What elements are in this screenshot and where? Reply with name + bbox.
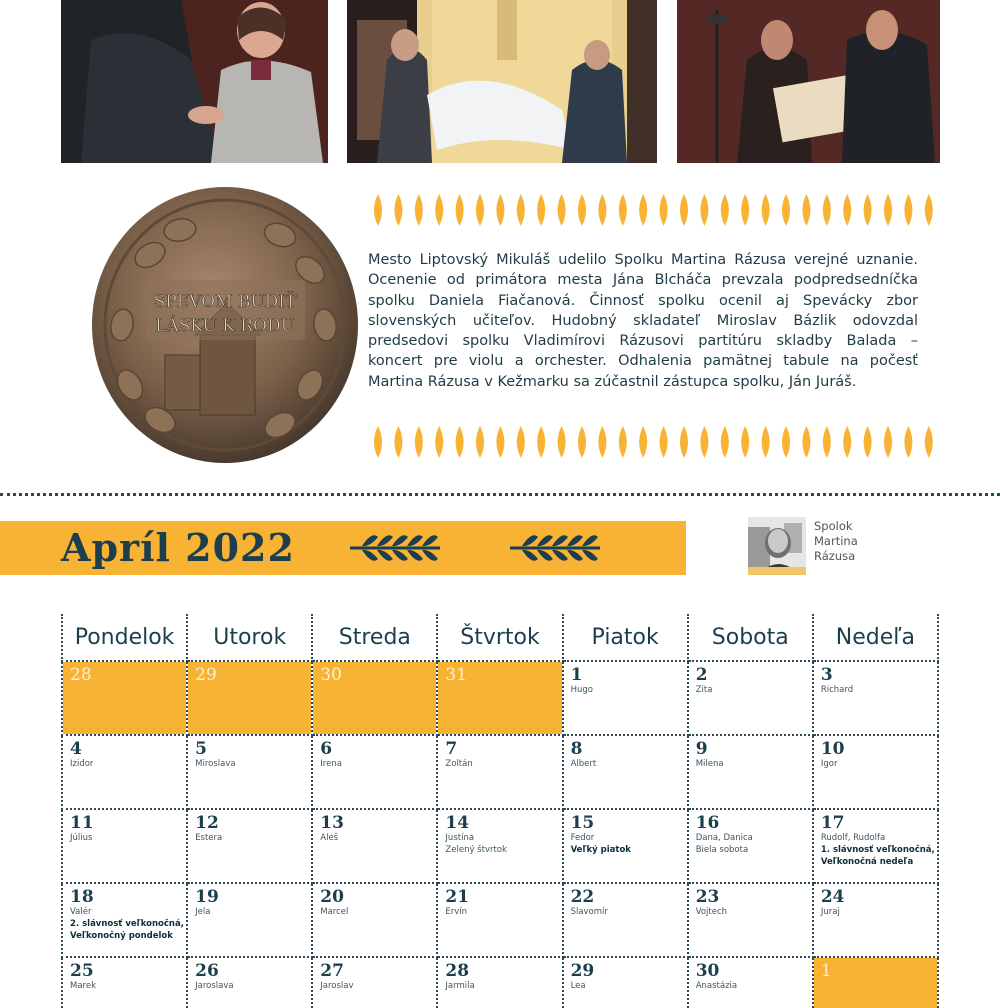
nameday-text: Estera [195,833,223,843]
medal-inscription-line1: SPEVOM BUDIŤ [153,292,297,312]
leaf-ornament [823,194,831,226]
leaf-ornament [639,194,647,226]
nameday-text: Dana, Danica Biela sobota [695,833,753,855]
calendar-day-cell [563,957,688,1008]
leaf-ornament [456,426,464,458]
leaf-ornament [904,426,912,458]
day-number: 26 [195,961,219,981]
calendar-day-cell [62,735,187,809]
leaf-ornament [456,194,464,226]
calendar-week-row [62,957,938,1008]
day-number: 7 [445,739,458,759]
day-number: 28 [70,665,92,685]
nameday-text: Zoltán [445,759,473,769]
day-number: 10 [820,739,845,759]
leaf-ornament [374,194,382,226]
wheat-ornament-icon [345,531,605,565]
decorative-leaf-border-top [368,190,940,230]
leaf-ornament [741,194,749,226]
leaf-ornament [578,194,586,226]
calendar-week-row [62,809,938,883]
caption-line: slovenských učiteľov. Hudobný skladateľ Miroslav Bázlik odovzdal [368,312,918,329]
leaf-ornament [762,426,770,458]
nameday-text: Lea [570,981,586,991]
caption-line: Martina Rázusa v Kežmarku sa zúčastnil zástupca spolku, Ján Juráš. [368,373,857,390]
nameday-text: Jaroslav [320,981,354,991]
calendar-day-cell [437,809,562,883]
caption-line: Ocenenie od primátora mesta Jána Blcháča prevzala podpredsedníčka [368,272,918,289]
leaf-ornament [782,426,790,458]
day-number: 30 [320,665,342,685]
day-number: 16 [695,813,720,833]
leaf-ornament [496,194,504,226]
calendar-day-cell [688,661,813,735]
leaf-ornament [721,194,729,226]
calendar-day-cell [312,957,437,1008]
leaf-ornament [537,426,545,458]
nameday-text: Rudolf, Rudolfa [820,833,886,843]
calendar-day-cell [688,957,813,1008]
nameday-text: Milena [695,759,724,769]
leaf-ornament [884,194,892,226]
caption-line: predsedovi spolku Vladimírovi Rázusovi partitúru skladby Balada – [368,333,918,350]
weekday-header: Streda [312,614,437,661]
nameday-text: Vojtech [695,907,728,917]
day-number: 23 [695,887,720,907]
caption-line: Mesto Liptovský Mikuláš udelilo Spolku Martina Rázusa verejné uznanie. [368,252,918,268]
day-number: 9 [695,739,708,759]
calendar-day-cell [563,809,688,883]
nameday-text: Irena [320,759,342,769]
medal-inscription-line2: LÁSKU K RODU [155,316,295,336]
calendar-day-cell-outside-month [437,661,562,735]
leaf-ornament [435,194,443,226]
calendar-day-cell [437,957,562,1008]
leaf-ornament [925,426,933,458]
weekday-header: Sobota [688,614,813,661]
month-calendar-grid [61,614,939,1008]
leaf-ornament [802,426,810,458]
photo-award-handshake [61,0,328,163]
calendar-day-cell [187,809,312,883]
leaf-ornament [843,194,851,226]
leaf-ornament [476,426,484,458]
organization-logo [748,517,888,575]
nameday-text: Fedor [570,833,595,843]
day-number: 15 [570,813,595,833]
nameday-text: Jela [195,907,211,917]
nameday-text: Aleš [320,833,339,843]
day-number: 13 [320,813,344,833]
leaf-ornament [415,194,423,226]
nameday-text: Richard [820,685,854,695]
calendar-day-cell [813,809,938,883]
photo-score-handover [677,0,940,163]
calendar-day-cell [688,735,813,809]
day-number: 21 [445,887,470,907]
leaf-ornament [884,426,892,458]
photo-caption-text [368,250,918,392]
weekday-header: Nedeľa [813,614,938,661]
nameday-text: Ervín [445,907,468,917]
portrait-logo-icon [748,517,806,575]
nameday-text: Hugo [570,685,593,695]
calendar-day-cell-outside-month [813,957,938,1008]
nameday-text: Slavomír [570,907,608,917]
day-number: 14 [445,813,470,833]
leaf-ornament [782,194,790,226]
leaf-ornament [680,426,688,458]
leaf-ornament [394,194,402,226]
weekday-header: Pondelok [62,614,187,661]
nameday-text: Jaroslava [195,981,234,991]
day-number: 4 [70,739,82,759]
day-number: 19 [195,887,219,907]
leaf-ornament [394,426,402,458]
nameday-text: Zita [695,685,713,695]
nameday-text: Anastázia [695,981,738,991]
leaf-ornament [517,194,525,226]
calendar-day-cell [312,883,437,957]
day-number: 20 [320,887,344,907]
calendar-week-row [62,883,938,957]
leaf-ornament [721,426,729,458]
calendar-day-cell [813,735,938,809]
nameday-text: Igor [820,759,838,769]
weekday-header: Štvrtok [437,614,562,661]
calendar-day-cell [563,661,688,735]
day-number: 18 [70,887,94,907]
day-number: 12 [195,813,219,833]
day-number: 31 [445,665,468,685]
holiday-text: 1. slávnosť veľkonočná, Veľkonočná nedeľa [820,845,935,867]
day-number: 6 [320,739,333,759]
leaf-ornament [496,426,504,458]
calendar-day-cell [187,957,312,1008]
calendar-day-cell [62,957,187,1008]
calendar-day-cell [813,661,938,735]
day-number: 3 [820,665,833,685]
calendar-week-row [62,735,938,809]
month-banner [0,521,686,575]
day-number: 17 [820,813,845,833]
weekday-header-row [62,614,938,661]
nameday-text: Marek [70,981,97,991]
day-number: 28 [445,961,470,981]
nameday-text: Július [70,833,93,843]
nameday-text: Miroslava [195,759,236,769]
caption-line: spolku Daniela Fiačanová. Činnosť spolku ocenil aj Spevácky zbor [368,292,918,309]
day-number: 25 [70,961,94,981]
leaf-ornament [619,426,627,458]
leaf-ornament [415,426,423,458]
photo-plaque-unveiling [347,0,657,163]
leaf-ornament [700,194,708,226]
day-number: 1 [820,961,832,981]
leaf-ornament [517,426,525,458]
leaf-ornament [374,426,382,458]
nameday-text: Valér [70,907,92,917]
leaf-ornament [435,426,443,458]
leaf-ornament [802,194,810,226]
day-number: 5 [195,739,207,759]
leaf-ornament [864,194,872,226]
calendar-day-cell [688,883,813,957]
calendar-day-cell [312,809,437,883]
leaf-ornament [660,194,668,226]
weekday-header: Utorok [187,614,312,661]
day-number: 27 [320,961,344,981]
nameday-text: Albert [570,759,597,769]
holiday-text: Veľký piatok [570,845,631,855]
calendar-day-cell-outside-month [62,661,187,735]
leaf-ornament [864,426,872,458]
leaf-ornament [823,426,831,458]
calendar-day-cell [563,735,688,809]
leaf-ornament [598,194,606,226]
leaf-ornament [660,426,668,458]
calendar-day-cell-outside-month [312,661,437,735]
leaf-ornament [680,194,688,226]
leaf-ornament [598,426,606,458]
calendar-day-cell [312,735,437,809]
day-number: 30 [695,961,720,981]
leaf-ornament [558,426,566,458]
leaf-ornament [578,426,586,458]
weekday-header: Piatok [563,614,688,661]
calendar-day-cell-outside-month [187,661,312,735]
section-divider [0,493,1000,496]
calendar-week-row [62,661,938,735]
day-number: 1 [570,665,583,685]
leaf-ornament [925,194,933,226]
leaf-ornament [558,194,566,226]
logo-text-line1: Spolok [814,519,853,533]
calendar-day-cell [62,883,187,957]
leaf-ornament [537,194,545,226]
logo-text-line3: Rázusa [814,549,856,563]
nameday-text: Marcel [320,907,349,917]
day-number: 29 [195,665,217,685]
nameday-text: Juraj [820,907,840,917]
day-number: 8 [570,739,583,759]
calendar-day-cell [563,883,688,957]
leaf-ornament [619,194,627,226]
leaf-ornament [741,426,749,458]
leaf-ornament [476,194,484,226]
day-number: 29 [570,961,595,981]
holiday-text: 2. slávnosť veľkonočná, Veľkonočný pondelok [70,919,184,941]
day-number: 11 [70,813,94,833]
calendar-day-cell [187,735,312,809]
day-number: 2 [695,665,708,685]
calendar-day-cell [437,735,562,809]
calendar-day-cell [187,883,312,957]
month-title: Apríl 2022 [61,525,295,570]
commemorative-medal-image [90,185,360,465]
calendar-day-cell [813,883,938,957]
nameday-text: Jarmila [445,981,475,991]
day-number: 24 [820,887,845,907]
decorative-leaf-border-bottom [368,422,940,462]
logo-text-line2: Martina [814,534,858,548]
calendar-day-cell [437,883,562,957]
day-number: 22 [570,887,595,907]
nameday-text: Justína Zelený štvrtok [445,833,507,855]
leaf-ornament [843,426,851,458]
leaf-ornament [904,194,912,226]
nameday-text: Izidor [70,759,94,769]
leaf-ornament [700,426,708,458]
caption-line: koncert pre violu a orchester. Odhalenia pamätnej tabule na počesť [368,353,918,370]
calendar-day-cell [62,809,187,883]
leaf-ornament [762,194,770,226]
leaf-ornament [639,426,647,458]
calendar-day-cell [688,809,813,883]
